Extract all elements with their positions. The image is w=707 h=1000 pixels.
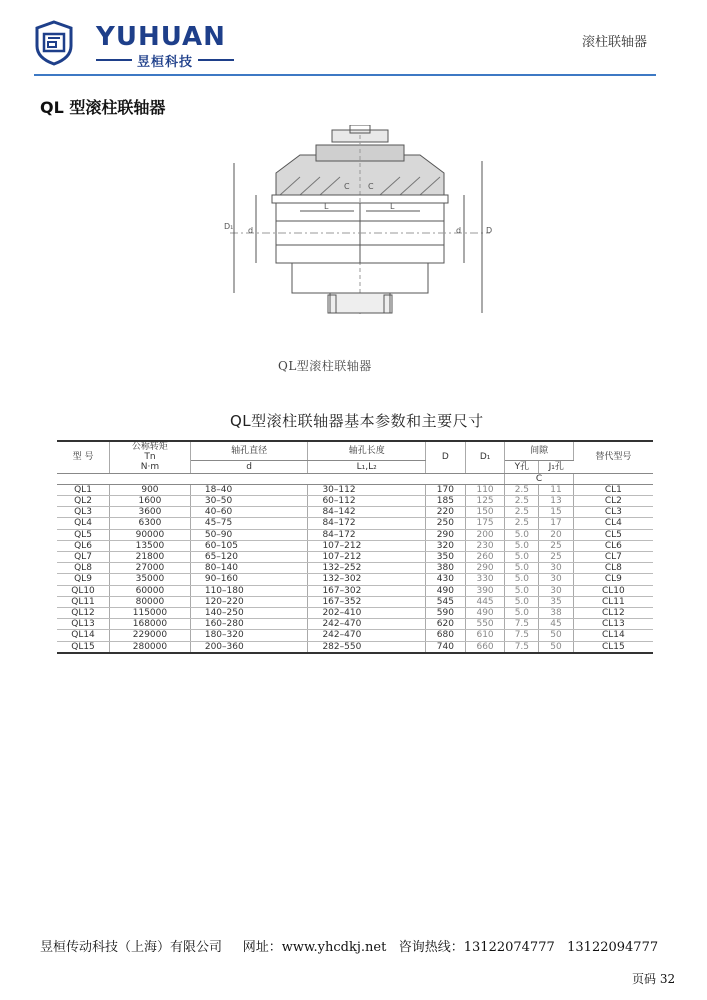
cell-D1: 175 <box>465 518 505 529</box>
table-row <box>57 484 653 495</box>
dim-label-D: D <box>486 226 493 235</box>
cell-bore-dia: 50–90 <box>190 529 308 540</box>
cell-gap-j: 11 <box>539 484 573 495</box>
table-row <box>57 574 653 585</box>
footer-hotline-label: 咨询热线： <box>398 940 464 955</box>
cell-gap-y: 5.0 <box>505 585 539 596</box>
cell-gap-j: 50 <box>539 641 573 653</box>
cell-gap-j: 17 <box>539 518 573 529</box>
section-title: QL 型滚柱联轴器 <box>40 98 166 117</box>
col-torque-line1: 公称转矩 <box>131 442 168 452</box>
cell-torque: 13500 <box>110 540 191 551</box>
col-model: 型 号 <box>57 441 110 473</box>
col-bore-dia-sym: d <box>190 461 308 474</box>
cell-bore-dia: 60–105 <box>190 540 308 551</box>
cell-D1: 330 <box>465 574 505 585</box>
cell-D1: 445 <box>465 596 505 607</box>
cell-replace: CL2 <box>573 496 653 507</box>
cell-model: QL9 <box>57 574 110 585</box>
cell-model: QL2 <box>57 496 110 507</box>
brand-rule-left <box>96 59 132 61</box>
cell-bore-dia: 180–320 <box>190 630 308 641</box>
table-row <box>57 552 653 563</box>
cell-D: 680 <box>426 630 466 641</box>
cell-D1: 230 <box>465 540 505 551</box>
cell-replace: CL1 <box>573 484 653 495</box>
cell-gap-j: 30 <box>539 563 573 574</box>
cell-bore-len: 167–302 <box>308 585 426 596</box>
col-torque-line3: N·m <box>140 462 160 473</box>
brand-name-cn: 昱桓科技 <box>137 54 194 70</box>
cell-D: 430 <box>426 574 466 585</box>
cell-torque: 60000 <box>110 585 191 596</box>
cell-gap-j: 30 <box>539 585 573 596</box>
cell-bore-dia: 80–140 <box>190 563 308 574</box>
dim-label-D1: D₁ <box>224 222 234 231</box>
footer <box>40 936 658 955</box>
cell-replace: CL13 <box>573 619 653 630</box>
cell-bore-len: 132–252 <box>308 563 426 574</box>
col-gap-sym: C <box>505 473 573 484</box>
table-row <box>57 608 653 619</box>
header-divider <box>34 74 656 76</box>
cell-D1: 550 <box>465 619 505 630</box>
cell-D1: 260 <box>465 552 505 563</box>
cell-gap-j: 45 <box>539 619 573 630</box>
cell-model: QL5 <box>57 529 110 540</box>
cell-D: 380 <box>426 563 466 574</box>
cell-D: 290 <box>426 529 466 540</box>
cell-torque: 80000 <box>110 596 191 607</box>
cell-D: 490 <box>426 585 466 596</box>
col-gap-j: J₁孔 <box>539 461 573 474</box>
cell-replace: CL7 <box>573 552 653 563</box>
cell-D: 350 <box>426 552 466 563</box>
cell-D: 740 <box>426 641 466 653</box>
cell-torque: 35000 <box>110 574 191 585</box>
cell-replace: CL14 <box>573 630 653 641</box>
cell-bore-len: 242–470 <box>308 630 426 641</box>
brand-name-en: YUHUAN <box>96 22 226 52</box>
header-category-title: 滚柱联轴器 <box>582 35 648 50</box>
cell-gap-y: 5.0 <box>505 552 539 563</box>
cell-replace: CL15 <box>573 641 653 653</box>
cell-bore-len: 60–112 <box>308 496 426 507</box>
cell-D: 250 <box>426 518 466 529</box>
table-row <box>57 585 653 596</box>
cell-D1: 125 <box>465 496 505 507</box>
cell-bore-len: 107–212 <box>308 540 426 551</box>
cell-bore-dia: 110–180 <box>190 585 308 596</box>
cell-bore-len: 242–470 <box>308 619 426 630</box>
cell-replace: CL5 <box>573 529 653 540</box>
col-gap-y: Y孔 <box>505 461 539 474</box>
spec-table <box>57 440 653 654</box>
page-number-value: 32 <box>659 972 676 986</box>
cell-torque: 1600 <box>110 496 191 507</box>
table-row <box>57 529 653 540</box>
cell-bore-len: 167–352 <box>308 596 426 607</box>
cell-replace: CL9 <box>573 574 653 585</box>
cell-bore-dia: 140–250 <box>190 608 308 619</box>
cell-bore-len: 30–112 <box>308 484 426 495</box>
cell-gap-j: 35 <box>539 596 573 607</box>
col-D1: D₁ <box>465 441 505 473</box>
cell-gap-j: 30 <box>539 574 573 585</box>
cell-D: 170 <box>426 484 466 495</box>
table-row <box>57 641 653 653</box>
cell-gap-j: 50 <box>539 630 573 641</box>
cell-gap-y: 2.5 <box>505 507 539 518</box>
footer-phone-1: 13122074777 <box>463 940 555 955</box>
cell-model: QL1 <box>57 484 110 495</box>
cell-replace: CL4 <box>573 518 653 529</box>
cell-bore-dia: 30–50 <box>190 496 308 507</box>
col-bore-len-sym: L₁,L₂ <box>308 461 426 474</box>
cell-D1: 490 <box>465 608 505 619</box>
cell-bore-dia: 45–75 <box>190 518 308 529</box>
cell-gap-j: 13 <box>539 496 573 507</box>
cell-gap-y: 5.0 <box>505 596 539 607</box>
cell-bore-len: 84–142 <box>308 507 426 518</box>
cell-gap-j: 25 <box>539 552 573 563</box>
cell-gap-y: 7.5 <box>505 619 539 630</box>
cell-model: QL10 <box>57 585 110 596</box>
coupling-drawing <box>220 125 500 325</box>
cell-model: QL4 <box>57 518 110 529</box>
cell-gap-j: 20 <box>539 529 573 540</box>
spec-table-body <box>57 484 653 653</box>
cell-D1: 290 <box>465 563 505 574</box>
table-row <box>57 596 653 607</box>
cell-torque: 27000 <box>110 563 191 574</box>
cell-gap-y: 5.0 <box>505 540 539 551</box>
cell-model: QL15 <box>57 641 110 653</box>
cell-D: 590 <box>426 608 466 619</box>
dim-label-C-right: C <box>368 182 374 191</box>
table-title: QL型滚柱联轴器基本参数和主要尺寸 <box>230 412 484 430</box>
cell-D1: 150 <box>465 507 505 518</box>
cell-gap-y: 7.5 <box>505 641 539 653</box>
cell-D1: 660 <box>465 641 505 653</box>
cell-gap-y: 5.0 <box>505 608 539 619</box>
cell-torque: 280000 <box>110 641 191 653</box>
table-row <box>57 630 653 641</box>
cell-model: QL8 <box>57 563 110 574</box>
cell-torque: 6300 <box>110 518 191 529</box>
cell-model: QL3 <box>57 507 110 518</box>
cell-model: QL12 <box>57 608 110 619</box>
cell-model: QL13 <box>57 619 110 630</box>
cell-gap-j: 25 <box>539 540 573 551</box>
cell-D: 320 <box>426 540 466 551</box>
col-bore-len: 轴孔长度 <box>308 441 426 461</box>
cell-bore-len: 132–302 <box>308 574 426 585</box>
footer-website: www.yhcdkj.net <box>281 940 387 955</box>
cell-gap-y: 2.5 <box>505 484 539 495</box>
cell-replace: CL8 <box>573 563 653 574</box>
dim-label-d-right: d <box>456 226 462 235</box>
cell-model: QL14 <box>57 630 110 641</box>
page-label: 页码 <box>632 972 657 986</box>
cell-torque: 900 <box>110 484 191 495</box>
cell-gap-y: 5.0 <box>505 574 539 585</box>
gap-sym-spacer-right <box>573 473 653 484</box>
cell-gap-j: 15 <box>539 507 573 518</box>
col-D: D <box>426 441 466 473</box>
col-torque <box>110 441 191 473</box>
dim-label-L-right: L <box>390 202 395 211</box>
cell-gap-y: 2.5 <box>505 496 539 507</box>
col-torque-line2: Tn <box>144 452 156 463</box>
cell-bore-len: 107–212 <box>308 552 426 563</box>
cell-bore-dia: 18–40 <box>190 484 308 495</box>
table-row <box>57 496 653 507</box>
cell-D1: 610 <box>465 630 505 641</box>
cell-gap-y: 2.5 <box>505 518 539 529</box>
cell-gap-y: 7.5 <box>505 630 539 641</box>
cell-torque: 3600 <box>110 507 191 518</box>
table-row <box>57 518 653 529</box>
cell-D1: 390 <box>465 585 505 596</box>
table-row <box>57 619 653 630</box>
dim-label-L-left: L <box>324 202 329 211</box>
col-replace: 替代型号 <box>573 441 653 473</box>
gap-sym-spacer <box>57 473 505 484</box>
yuhuan-logo-icon <box>34 20 74 66</box>
cell-bore-dia: 200–360 <box>190 641 308 653</box>
cell-replace: CL6 <box>573 540 653 551</box>
table-row <box>57 563 653 574</box>
drawing-caption: QL型滚柱联轴器 <box>278 359 372 373</box>
col-gap: 间隙 <box>505 441 573 461</box>
cell-replace: CL11 <box>573 596 653 607</box>
cell-D: 620 <box>426 619 466 630</box>
cell-D1: 200 <box>465 529 505 540</box>
cell-D1: 110 <box>465 484 505 495</box>
cell-replace: CL10 <box>573 585 653 596</box>
cell-bore-dia: 160–280 <box>190 619 308 630</box>
cell-bore-dia: 40–60 <box>190 507 308 518</box>
cell-bore-len: 84–172 <box>308 529 426 540</box>
col-bore-dia: 轴孔直径 <box>190 441 308 461</box>
page-number <box>632 970 675 987</box>
cell-model: QL7 <box>57 552 110 563</box>
cell-gap-y: 5.0 <box>505 529 539 540</box>
footer-website-label: 网址： <box>242 940 282 955</box>
cell-replace: CL12 <box>573 608 653 619</box>
cell-torque: 115000 <box>110 608 191 619</box>
cell-torque: 21800 <box>110 552 191 563</box>
cell-bore-len: 202–410 <box>308 608 426 619</box>
cell-gap-y: 5.0 <box>505 563 539 574</box>
cell-bore-len: 84–172 <box>308 518 426 529</box>
cell-torque: 168000 <box>110 619 191 630</box>
cell-bore-dia: 65–120 <box>190 552 308 563</box>
cell-bore-dia: 120–220 <box>190 596 308 607</box>
cell-D: 545 <box>426 596 466 607</box>
cell-replace: CL3 <box>573 507 653 518</box>
cell-model: QL11 <box>57 596 110 607</box>
cell-torque: 90000 <box>110 529 191 540</box>
cell-gap-j: 38 <box>539 608 573 619</box>
cell-model: QL6 <box>57 540 110 551</box>
cell-bore-len: 282–550 <box>308 641 426 653</box>
table-row <box>57 507 653 518</box>
dim-label-C-left: C <box>344 182 350 191</box>
footer-company: 昱桓传动科技（上海）有限公司 <box>40 940 223 955</box>
dim-label-d-left: d <box>248 226 254 235</box>
cell-torque: 229000 <box>110 630 191 641</box>
cell-bore-dia: 90–160 <box>190 574 308 585</box>
cell-D: 185 <box>426 496 466 507</box>
brand-rule-right <box>198 59 234 61</box>
brand-name-cn-row <box>96 52 234 68</box>
cell-D: 220 <box>426 507 466 518</box>
table-row <box>57 540 653 551</box>
footer-phone-2: 13122094777 <box>567 940 659 955</box>
